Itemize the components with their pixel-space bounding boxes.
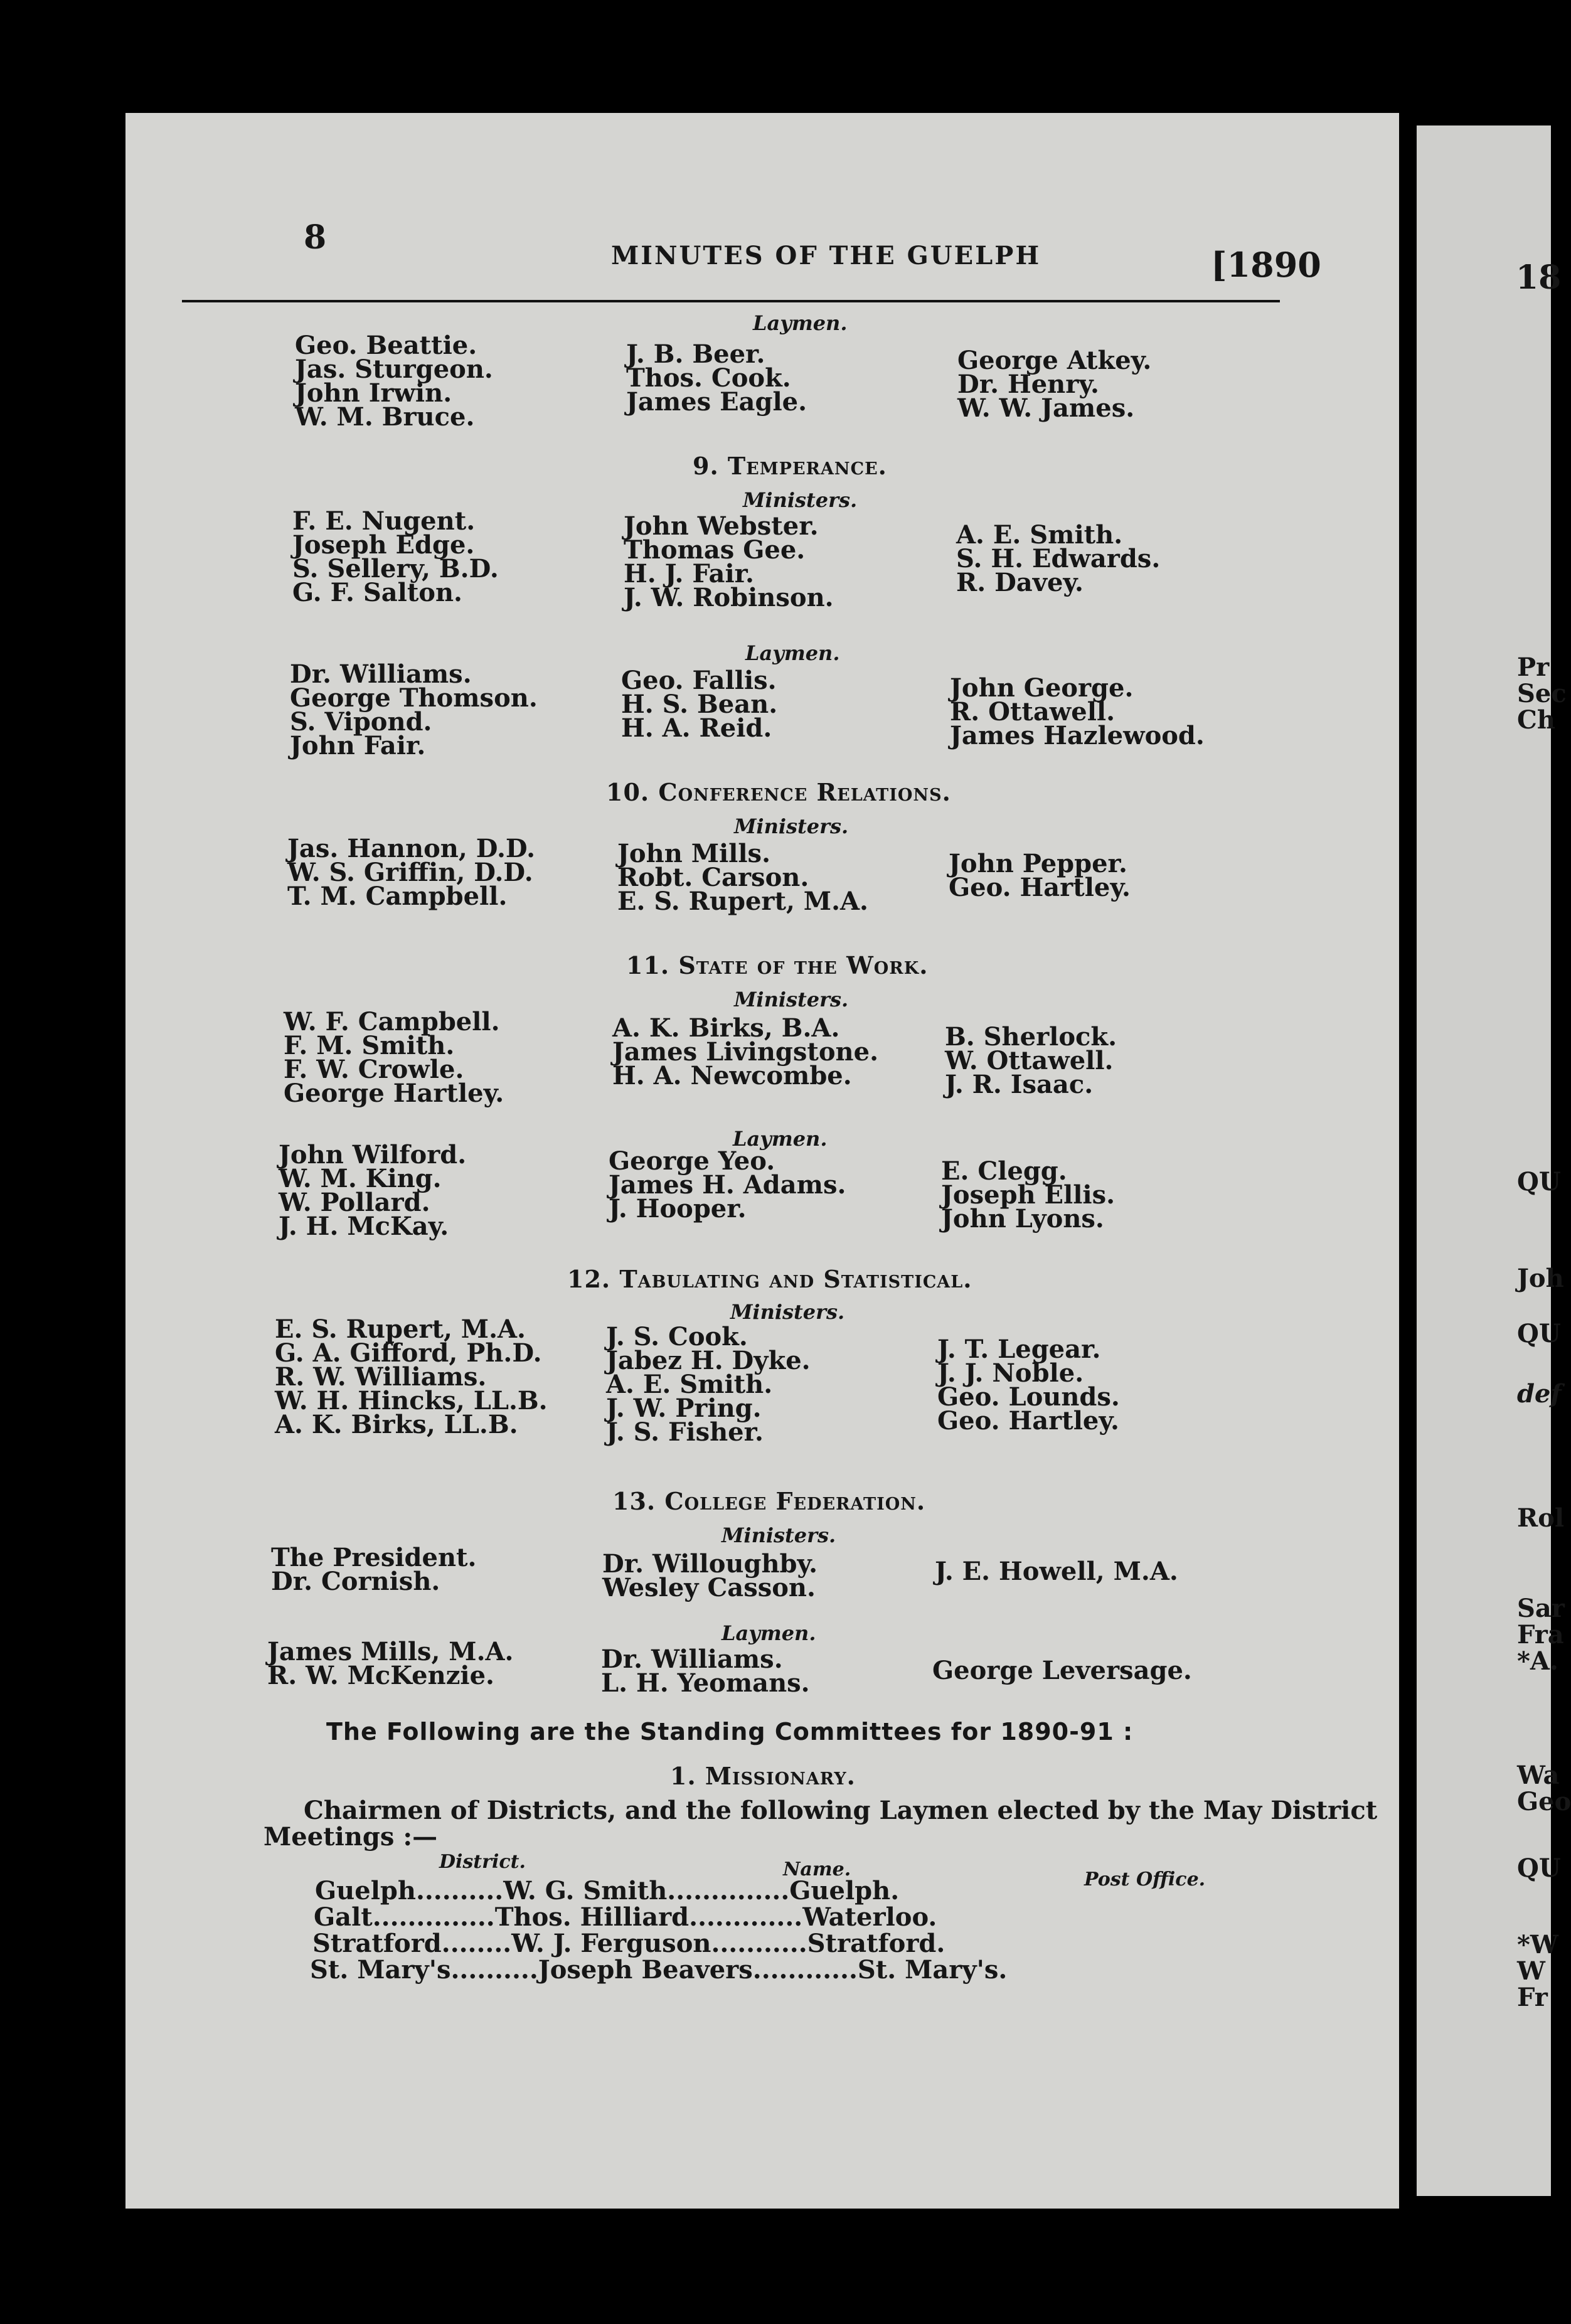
name-column: F. E. Nugent. Joseph Edge. S. Sellery, B.D. G. F. Salton.	[292, 506, 499, 607]
right-fragment: Fra	[1517, 1620, 1564, 1650]
right-fragment: QU	[1517, 1319, 1561, 1348]
right-fragment: QU	[1517, 1853, 1561, 1883]
right-fragment: Pr	[1517, 653, 1550, 682]
name-column: Geo. Fallis. H. S. Bean. H. A. Reid.	[621, 666, 778, 743]
laymen-label: Laymen.	[753, 311, 848, 335]
table-row: Stratford........W. J. Ferguson...........Stratford.	[312, 1929, 945, 1958]
section-title: 13. College Federation.	[612, 1487, 926, 1515]
standing-committees-heading: The Following are the Standing Committees for 1890-91 :	[326, 1718, 1134, 1746]
name-column: Geo. Beattie. Jas. Sturgeon. John Irwin. W. M. Bruce.	[295, 331, 493, 432]
name-column: B. Sherlock. W. Ottawell. J. R. Isaac.	[945, 1022, 1117, 1099]
paragraph-line: Meetings :—	[264, 1822, 438, 1852]
name-column: A. K. Birks, B.A. James Livingstone. H. A. Newcombe.	[612, 1013, 879, 1090]
right-fragment: Rol	[1517, 1503, 1565, 1533]
name-column: John Wilford. W. M. King. W. Pollard. J. H. McKay.	[279, 1140, 467, 1241]
name-column: John Pepper. Geo. Hartley.	[949, 849, 1131, 902]
name-column: Dr. Williams. George Thomson. S. Vipond. John Fair.	[290, 659, 538, 760]
laymen-label: Laymen.	[733, 1127, 828, 1151]
table-header-name: Name.	[783, 1858, 851, 1880]
section-title: 11. State of the Work.	[626, 951, 929, 979]
right-fragment: def	[1517, 1379, 1562, 1409]
name-column: John George. R. Ottawell. James Hazlewood.	[950, 673, 1205, 750]
name-column: Dr. Williams. L. H. Yeomans.	[601, 1644, 810, 1698]
table-row: Galt..............Thos. Hilliard.............Waterloo.	[314, 1902, 937, 1932]
right-fragment: W	[1517, 1956, 1545, 1986]
right-fragment: 18	[1516, 259, 1562, 297]
header-rule	[182, 300, 1280, 302]
ministers-label: Ministers.	[743, 488, 858, 512]
ministers-label: Ministers.	[730, 1300, 845, 1324]
page-number: 8	[304, 218, 327, 257]
name-column: George Yeo. James H. Adams. J. Hooper.	[609, 1146, 846, 1223]
name-column: A. E. Smith. S. H. Edwards. R. Davey.	[956, 520, 1161, 597]
right-fragment: QU	[1517, 1167, 1561, 1197]
paragraph-line: Chairmen of Districts, and the following Laymen elected by the May District	[304, 1796, 1378, 1825]
right-fragment: Geo	[1517, 1787, 1571, 1816]
right-fragment: Sar	[1517, 1594, 1565, 1623]
right-fragment: *A.	[1517, 1646, 1558, 1676]
right-fragment: Fr	[1517, 1983, 1548, 2012]
name-column: E. S. Rupert, M.A. G. A. Gifford, Ph.D. R. W. Williams. W. H. Hincks, LL.B. A. K. Birks, LL.B.	[275, 1314, 548, 1439]
name-column: W. F. Campbell. F. M. Smith. F. W. Crowle. George Hartley.	[284, 1007, 504, 1108]
laymen-label: Laymen.	[745, 641, 840, 665]
ministers-label: Ministers.	[722, 1523, 836, 1547]
name-column: J. T. Legear. J. J. Noble. Geo. Lounds. Geo. Hartley.	[937, 1335, 1120, 1436]
name-column: J. B. Beer. Thos. Cook. James Eagle.	[626, 339, 807, 417]
ministers-label: Ministers.	[734, 814, 849, 838]
name-column: John Webster. Thomas Gee. H. J. Fair. J. W. Robinson.	[624, 511, 834, 612]
section-title: 10. Conference Relations.	[606, 778, 951, 806]
page-title: MINUTES OF THE GUELPH	[611, 241, 1041, 270]
right-fragment: *W	[1517, 1930, 1558, 1959]
table-row: Guelph..........W. G. Smith..............Guelph.	[315, 1876, 900, 1906]
name-column: George Atkey. Dr. Henry. W. W. James.	[957, 346, 1152, 423]
name-column: George Leversage.	[932, 1656, 1192, 1685]
table-row: St. Mary's..........Joseph Beavers............St. Mary's.	[310, 1955, 1008, 1985]
ministers-label: Ministers.	[734, 988, 849, 1011]
name-column: Dr. Willoughby. Wesley Casson.	[602, 1549, 818, 1602]
laymen-label: Laymen.	[722, 1621, 816, 1645]
section-title: 9. Temperance.	[693, 452, 887, 480]
name-column: The President. Dr. Cornish.	[271, 1543, 477, 1596]
right-fragment: Sec	[1517, 679, 1567, 708]
name-column: John Mills. Robt. Carson. E. S. Rupert, M.A.	[617, 839, 868, 916]
right-page-fragment	[1417, 125, 1571, 2196]
table-header-post-office: Post Office.	[1084, 1868, 1206, 1890]
name-column: E. Clegg. Joseph Ellis. John Lyons.	[941, 1156, 1116, 1234]
right-fragment: Joh	[1517, 1264, 1564, 1293]
right-fragment: Wa	[1517, 1761, 1560, 1790]
page-year: [1890	[1211, 245, 1321, 285]
section-title: 12. Tabulating and Statistical.	[567, 1265, 972, 1293]
name-column: J. S. Cook. Jabez H. Dyke. A. E. Smith. J. W. Pring. J. S. Fisher.	[606, 1322, 811, 1447]
right-fragment: Ch	[1517, 705, 1555, 735]
name-column: James Mills, M.A. R. W. McKenzie.	[267, 1637, 514, 1690]
table-header-district: District.	[439, 1851, 526, 1873]
name-column: J. E. Howell, M.A.	[935, 1557, 1178, 1586]
name-column: Jas. Hannon, D.D. W. S. Griffin, D.D. T. M. Campbell.	[287, 834, 536, 911]
section-title: 1. Missionary.	[670, 1762, 856, 1790]
